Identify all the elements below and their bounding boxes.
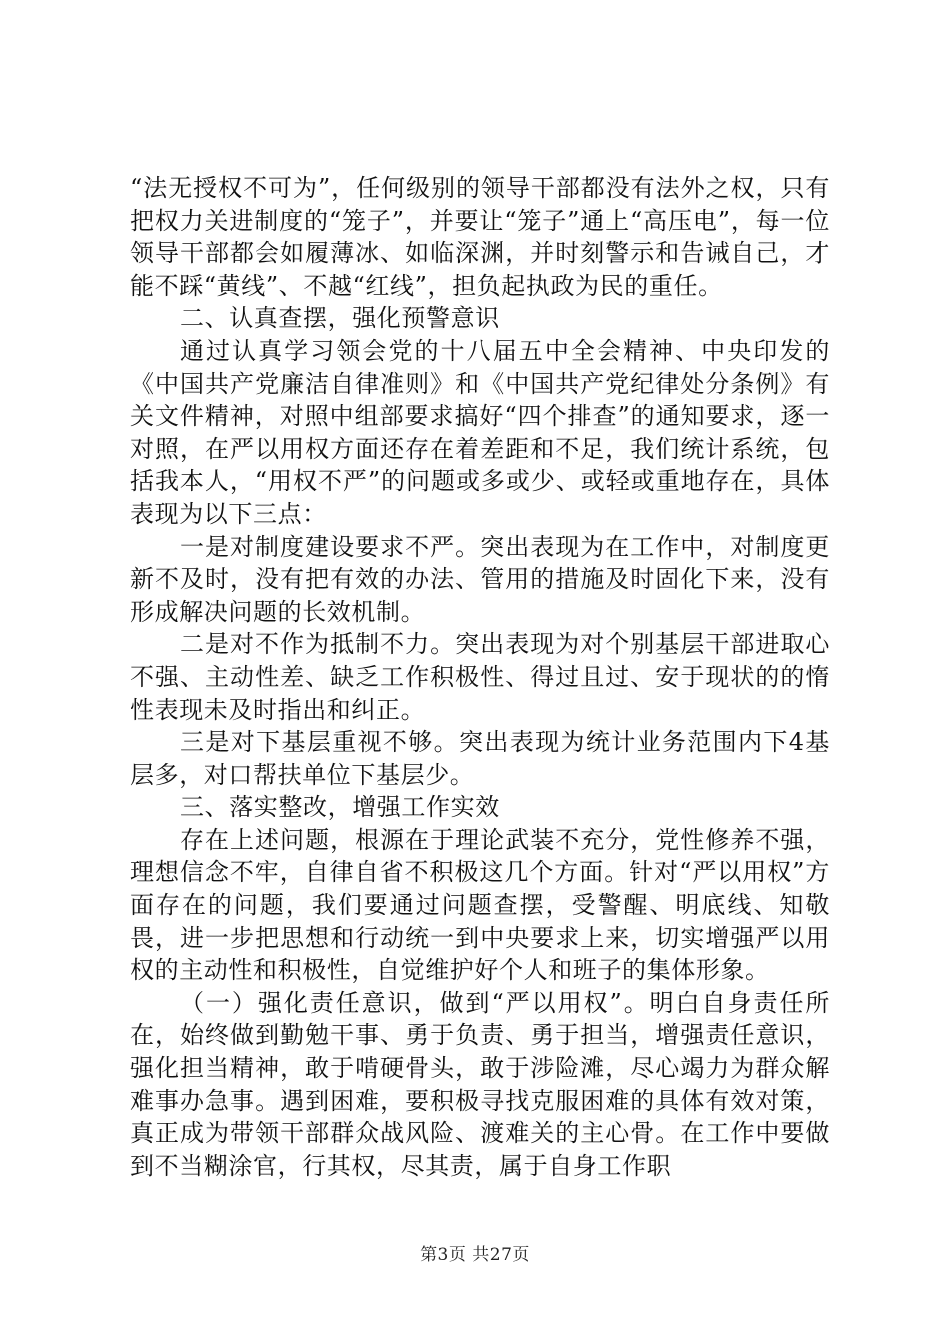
- paragraph-9: （一）强化责任意识，做到“严以用权”。明白自身责任所在，始终做到勤勉干事、勇于负责、勇于担当，增强责任意识，强化担当精神，敢于啃硬骨头，敢于涉险滩，尽心竭力为群众解难事办急事。遇到困难，要积极寻找克服困难的具体有效对策，真正成为带领干部群众战风险、渡难关的主心骨。在工作中要做到不当糊涂官，行其权，尽其责，属于自身工作职: [130, 988, 830, 1180]
- paragraph-8: 存在上述问题，根源在于理论武装不充分，党性修养不强，理想信念不牢，自律自省不积极这几个方面。针对“严以用权”方面存在的问题，我们要通过问题查摆，受警醒、明底线、知敬畏，进一步把思想和行动统一到中央要求上来，切实增强严以用权的主动性和积极性，自觉维护好个人和班子的集体形象。: [130, 825, 830, 985]
- section-heading-2: 二、认真查摆，强化预警意识: [180, 304, 500, 333]
- paragraph-1: “法无授权不可为”，任何级别的领导干部都没有法外之权，只有把权力关进制度的“笼子”，并要让“笼子”通上“高压电”，每一位领导干部都会如履薄冰、如临深渊，并时刻警示和告诫自己，才能不踩“黄线”、不越“红线”，担负起执政为民的重任。: [130, 174, 830, 300]
- paragraph-6: 三是对下基层重视不够。突出表现为统计业务范围内下4基层多，对口帮扶单位下基层少。: [130, 728, 830, 789]
- paragraph-3: 通过认真学习领会党的十八届五中全会精神、中央印发的《中国共产党廉洁自律准则》和《中国共产党纪律处分条例》有关文件精神，对照中组部要求搞好“四个排查”的通知要求，逐一对照，在严以用权方面还存在着差距和不足，我们统计系统，包括我本人，“用权不严”的问题或多或少、或轻或重地存在，具体表现为以下三点：: [130, 336, 830, 528]
- paragraph-4: 一是对制度建设要求不严。突出表现为在工作中，对制度更新不及时，没有把有效的办法、管用的措施及时固化下来，没有形成解决问题的长效机制。: [130, 532, 830, 626]
- section-heading-3: 三、落实整改，增强工作实效: [180, 793, 500, 822]
- paragraph-5: 二是对不作为抵制不力。突出表现为对个别基层干部进取心不强、主动性差、缺乏工作积极性、得过且过、安于现状的的惰性表现未及时指出和纠正。: [130, 630, 830, 724]
- document-body: [130, 172, 830, 1182]
- page-footer: 第3页 共27页: [420, 1245, 530, 1265]
